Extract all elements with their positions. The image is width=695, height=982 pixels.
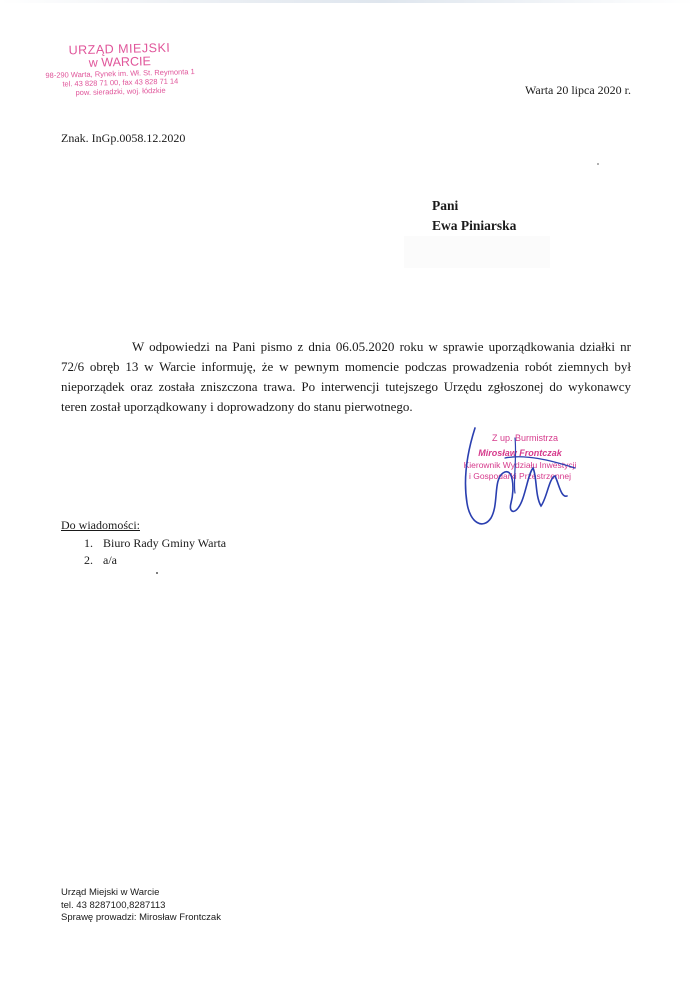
recipient-block: [432, 196, 516, 236]
stamp-phone: tel. 43 828 71 00, fax 43 828 71 14: [62, 76, 179, 89]
cc-item-text: Biuro Rady Gminy Warta: [103, 536, 227, 550]
cc-item-number: 2.: [84, 553, 93, 567]
cc-item-number: 1.: [84, 536, 93, 550]
recipient-salutation: Pani: [432, 198, 459, 213]
footer: [61, 887, 221, 925]
scan-speck: [156, 572, 158, 574]
stamp-region: pow. sieradzki, woj. łódzkie: [75, 85, 166, 98]
cc-item-text: a/a: [103, 553, 117, 567]
signature-stamp-name: Mirosław Frontczak: [478, 448, 562, 458]
reference-number: Znak. InGp.0058.12.2020: [61, 131, 186, 145]
stamp-title: URZĄD MIEJSKI: [68, 40, 171, 58]
footer-handler: Sprawę prowadzi: Mirosław Frontczak: [61, 912, 221, 923]
stamp-address: 98-290 Warta, Rynek im. Wł. St. Reymonta 1: [45, 67, 195, 80]
handwritten-signature: [455, 418, 595, 538]
scan-edge: [0, 0, 695, 3]
office-stamp: [29, 41, 210, 99]
signature-stamp-position: Kierownik Wydziału Inwestycji: [463, 460, 577, 470]
redacted-address: [404, 236, 550, 268]
scan-speck: [597, 163, 599, 165]
footer-office: Urząd Miejski w Warcie: [61, 887, 160, 898]
footer-phone: tel. 43 8287100,8287113: [61, 899, 166, 911]
letter-date: Warta 20 lipca 2020 r.: [525, 83, 632, 97]
signature-stamp-authority: Z up. Burmistrza: [491, 433, 558, 443]
cc-title: Do wiadomości:: [61, 518, 140, 532]
cc-item: [61, 552, 226, 569]
signature-stamp-department: i Gospodarki Przestrzennej: [468, 471, 572, 481]
stamp-subtitle: w WARCIE: [88, 54, 151, 70]
cc-list: [61, 535, 226, 569]
letter-body: W odpowiedzi na Pani pismo z dnia 06.05.2020 roku w sprawie uporządkowania działki nr 72/6 obręb 13 w Warcie informuję, że w pewnym momencie podczas prowadzenia robót ziemnych był nieporządek oraz została zniszczona trawa. Po interwencji tutejszego Urzędu zgłoszonej do wykonawcy teren został uporządkowany i doprowadzony do stanu pierwotnego.: [61, 339, 631, 414]
cc-item: [61, 535, 226, 552]
cc-block: [61, 518, 226, 569]
recipient-name: Ewa Piniarska: [432, 218, 517, 233]
